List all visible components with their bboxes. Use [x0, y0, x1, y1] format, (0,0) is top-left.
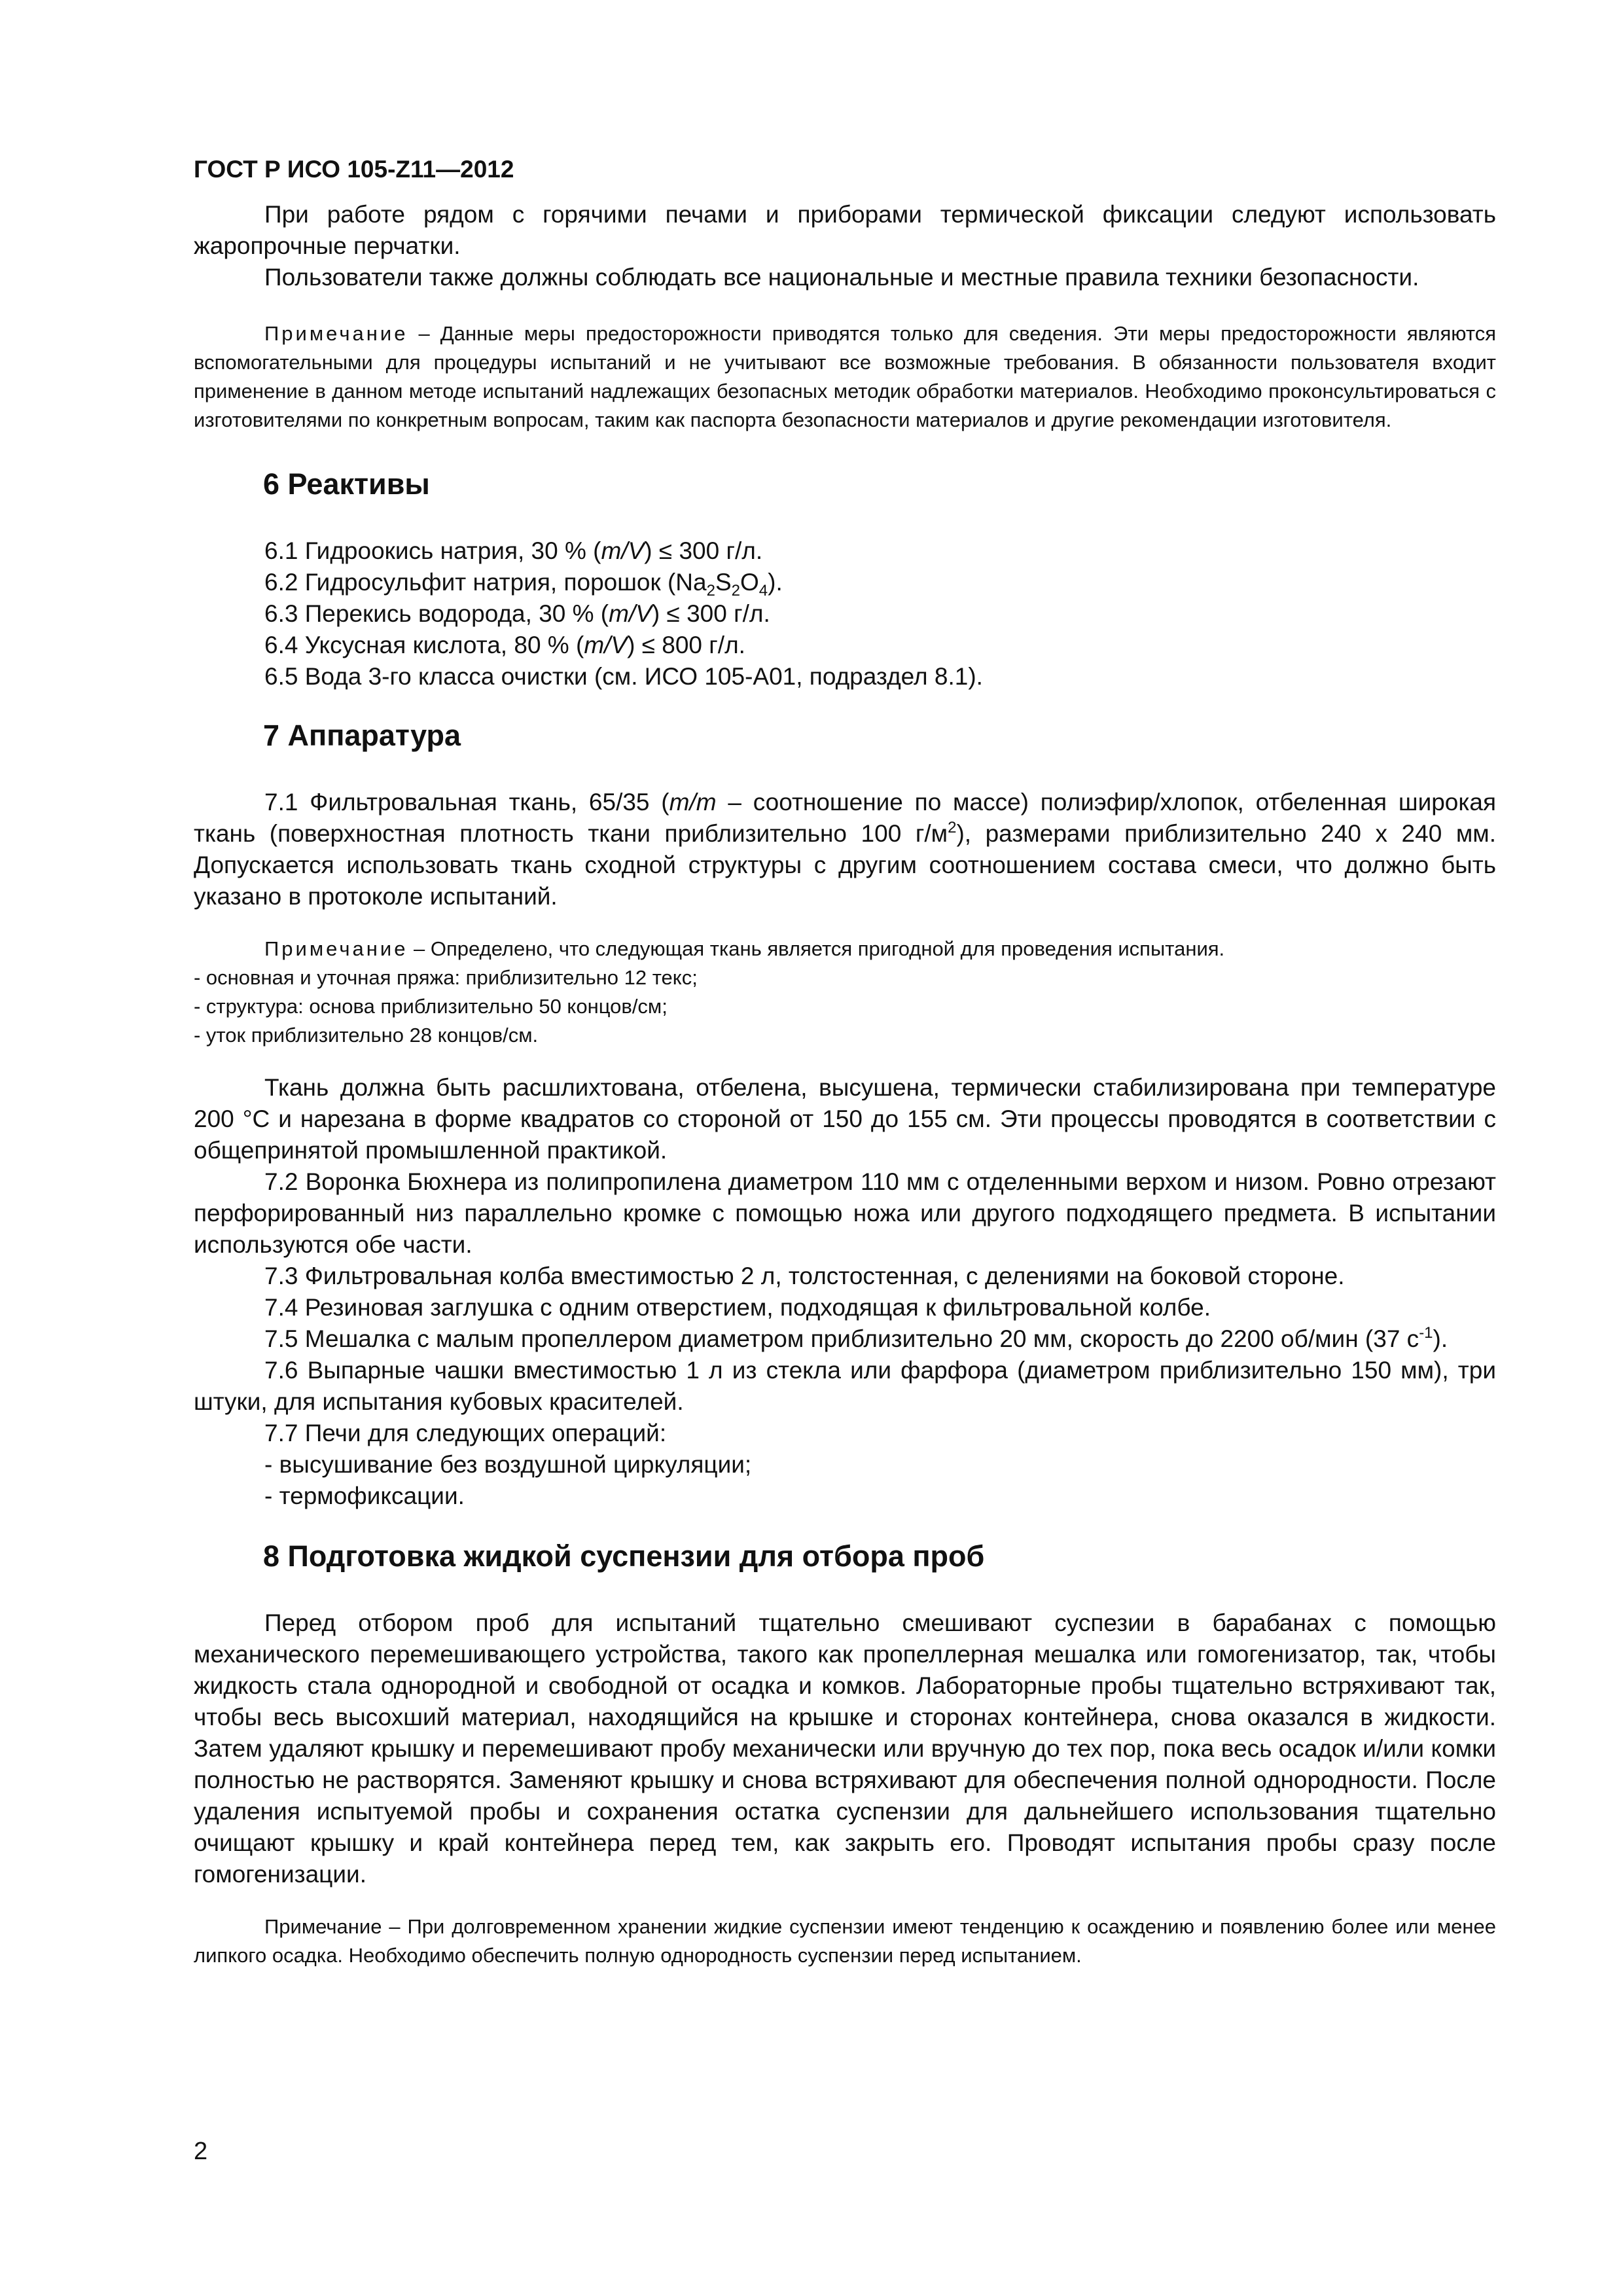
fabric-note-line-3: - уток приблизительно 28 концов/см.	[194, 1024, 539, 1047]
note-label: Примечание	[264, 322, 408, 345]
document-page	[194, 154, 1496, 1970]
section-7-title: 7 Аппаратура	[263, 719, 461, 752]
safety-note	[194, 319, 1496, 435]
apparatus-7-3: 7.3 Фильтровальная колба вместимостью 2 л, толстостенная, с делениями на боковой стороне.	[264, 1263, 1345, 1289]
apparatus-7-4: 7.4 Резиновая заглушка с одним отверстием, подходящая к фильтровальной колбе.	[264, 1294, 1211, 1321]
fabric-note-line-2: - структура: основа приблизительно 50 концов/см;	[194, 995, 668, 1018]
fabric-note-line-1: - основная и уточная пряжа: приблизительно 12 текс;	[194, 966, 698, 989]
fabric-processing-paragraph: Ткань должна быть расшлихтована, отбелена, высушена, термически стабилизирована при температуре 200 °С и нарезана в форме квадратов со стороной от 150 до 155 см. Эти процессы проводятся в соответствии с общепринятой промышленной практикой.	[194, 1074, 1496, 1164]
apparatus-7-7-item-2: - термофиксации.	[264, 1482, 465, 1509]
apparatus-7-1: 7.1 Фильтровальная ткань, 65/35 (m/m – соотношение по массе) полиэфир/хлопок, отбеленная широкая ткань (поверхностная плотность ткани приблизительно 100 $г/м^2$), размерами приблизительно 240 x 240 мм. Допускается использовать ткань сходной структуры с другим соотношением состава смеси, что должно быть указано в протоколе испытаний.	[194, 789, 1497, 910]
fabric-note-text: Примечание – Определено, что следующая ткань является пригодной для проведения испытания.	[264, 937, 1225, 960]
apparatus-7-6: 7.6 Выпарные чашки вместимостью 1 л из стекла или фарфора (диаметром приблизительно 150 мм), три штуки, для испытания кубовых красителей.	[194, 1357, 1496, 1415]
reagent-item-6-1: 6.1 Гидроокись натрия, 30 % (m/V) ≤ 300 г/л.	[264, 537, 763, 564]
reagent-item-6-2: 6.2 Гидросульфит натрия, порошок $(Na_2S_2O_4)$.	[264, 569, 783, 600]
intro-paragraph-2: Пользователи также должны соблюдать все национальные и местные правила техники безопасности.	[264, 264, 1419, 291]
suspension-note: Примечание – При долговременном хранении жидкие суспензии имеют тенденцию к осаждению и появлению более или менее липкого осадка. Необходимо обеспечить полную однородность суспензии перед испытанием.	[194, 1915, 1496, 1967]
apparatus-7-7: 7.7 Печи для следующих операций:	[264, 1420, 667, 1446]
intro-paragraph-1: При работе рядом с горячими печами и приборами термической фиксации следуют использовать жаропрочные перчатки.	[194, 201, 1496, 259]
fabric-note	[194, 935, 1496, 1050]
section-6-title: 6 Реактивы	[263, 467, 430, 501]
apparatus-7-2: 7.2 Воронка Бюхнера из полипропилена диаметром 110 мм с отделенными верхом и низом. Ровно отрезают перфорированный низ параллельно кромке с помощью ножа или другого подходящего предмета. В испытании используются обе части.	[194, 1168, 1496, 1258]
apparatus-7-7-item-1: - высушивание без воздушной циркуляции;	[264, 1451, 752, 1478]
reagent-item-6-5: 6.5 Вода 3-го класса очистки (см. ИСО 105-А01, подраздел 8.1).	[264, 663, 983, 690]
reagent-item-6-4: 6.4 Уксусная кислота, 80 % (m/V) ≤ 800 г/л.	[264, 632, 745, 658]
page-number: 2	[194, 2138, 208, 2165]
suspension-paragraph: Перед отбором проб для испытаний тщательно смешивают суспезии в барабанах с помощью механического перемешивающего устройства, такого как пропеллерная мешалка или гомогенизатор, так, чтобы жидкость стала однородной и свободной от осадка и комков. Лабораторные пробы тщательно встряхивают так, чтобы весь высохший материал, находящийся на крышке и сторонах контейнера, снова оказался в жидкости. Затем удаляют крышку и перемешивают пробу механически или вручную до тех пор, пока весь осадок и/или комки полностью не растворятся. Заменяют крышку и снова встряхивают для обеспечения полной однородности. После удаления испытуемой пробы и сохранения остатка суспензии для дальнейшего использования тщательно очищают крышку и край контейнера перед тем, как закрыть его. Проводят испытания пробы сразу после гомогенизации.	[194, 1609, 1496, 1888]
reagent-item-6-3: 6.3 Перекись водорода, 30 % (m/V) ≤ 300 г/л.	[264, 600, 770, 627]
document-header: ГОСТ Р ИСО 105-Z11—2012	[194, 156, 514, 183]
apparatus-7-5: 7.5 Мешалка с малым пропеллером диаметром приблизительно 20 мм, скорость до 2200 об/мин (37 $с^{-1}$).	[264, 1324, 1448, 1352]
section-8-title: 8 Подготовка жидкой суспензии для отбора проб	[263, 1539, 985, 1573]
note-text: – Данные меры предосторожности приводятся только для сведения. Эти меры предосторожности являются вспомогательными для процедуры испытаний и не учитывают все возможные требования. В обязанности пользователя входит применение в данном методе испытаний надлежащих безопасных методик обработки материалов. Необходимо проконсультироваться с изготовителями по конкретным вопросам, таким как паспорта безопасности материалов и другие рекомендации изготовителя.	[194, 322, 1496, 431]
